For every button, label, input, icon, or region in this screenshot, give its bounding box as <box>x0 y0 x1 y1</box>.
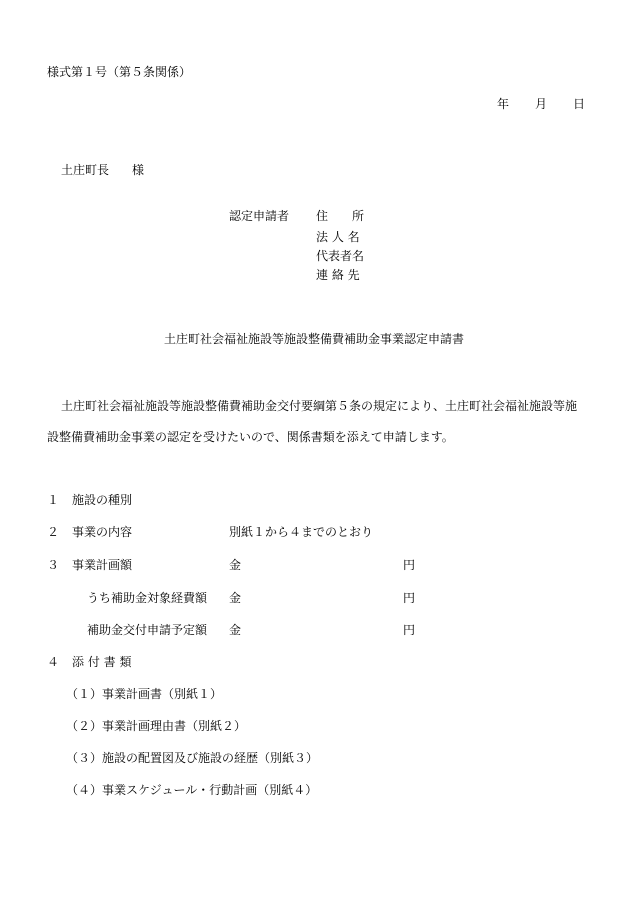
item3-currency: 金 <box>229 558 242 572</box>
addressee-name: 土庄町長 <box>61 163 110 177</box>
item2-label: 事業の内容 <box>72 525 133 539</box>
item3-sub1-unit: 円 <box>403 591 416 605</box>
document-title: 土庄町社会福祉施設等施設整備費補助金事業認定申請書 <box>164 332 465 346</box>
date-month-label: 月 <box>535 97 548 111</box>
body-line-2: 設整備費補助金事業の認定を受けたいので、関係書類を添えて申請します。 <box>47 430 454 444</box>
item1-label: 施設の種別 <box>72 493 133 507</box>
body-line-1: 土庄町社会福祉施設等施設整備費補助金交付要綱第５条の規定により、土庄町社会福祉施設等施 <box>61 399 578 413</box>
item3-unit: 円 <box>403 558 416 572</box>
item1-number: １ <box>47 493 60 507</box>
applicant-representative-label: 代表者名 <box>316 249 365 263</box>
item3-sub2-currency: 金 <box>229 623 242 637</box>
item3-sub1-currency: 金 <box>229 591 242 605</box>
item3-number: ３ <box>47 558 60 572</box>
item4-number: ４ <box>47 655 60 669</box>
applicant-corporation-label: 法 人 名 <box>316 230 360 244</box>
item2-number: ２ <box>47 525 60 539</box>
item3-sub2-unit: 円 <box>403 623 416 637</box>
addressee-honorific: 様 <box>132 163 145 177</box>
item2-value: 別紙１から４までのとおり <box>229 525 374 539</box>
attachment-1: （１）事業計画書（別紙１） <box>66 687 223 701</box>
applicant-address-label: 住 所 <box>316 209 365 223</box>
form-number: 様式第１号（第５条関係） <box>47 65 192 79</box>
item3-label: 事業計画額 <box>72 558 133 572</box>
date-day-label: 日 <box>573 97 586 111</box>
item4-label: 添 付 書 類 <box>72 655 132 669</box>
applicant-label: 認定申請者 <box>229 209 290 223</box>
item3-sub1-label: うち補助金対象経費額 <box>87 591 208 605</box>
attachment-2: （２）事業計画理由書（別紙２） <box>66 719 247 733</box>
item3-sub2-label: 補助金交付申請予定額 <box>87 623 208 637</box>
applicant-contact-label: 連 絡 先 <box>316 268 360 282</box>
attachment-4: （４）事業スケジュール・行動計画（別紙４） <box>66 783 318 797</box>
attachment-3: （３）施設の配置図及び施設の経歴（別紙３） <box>66 751 319 765</box>
date-year-label: 年 <box>497 97 510 111</box>
